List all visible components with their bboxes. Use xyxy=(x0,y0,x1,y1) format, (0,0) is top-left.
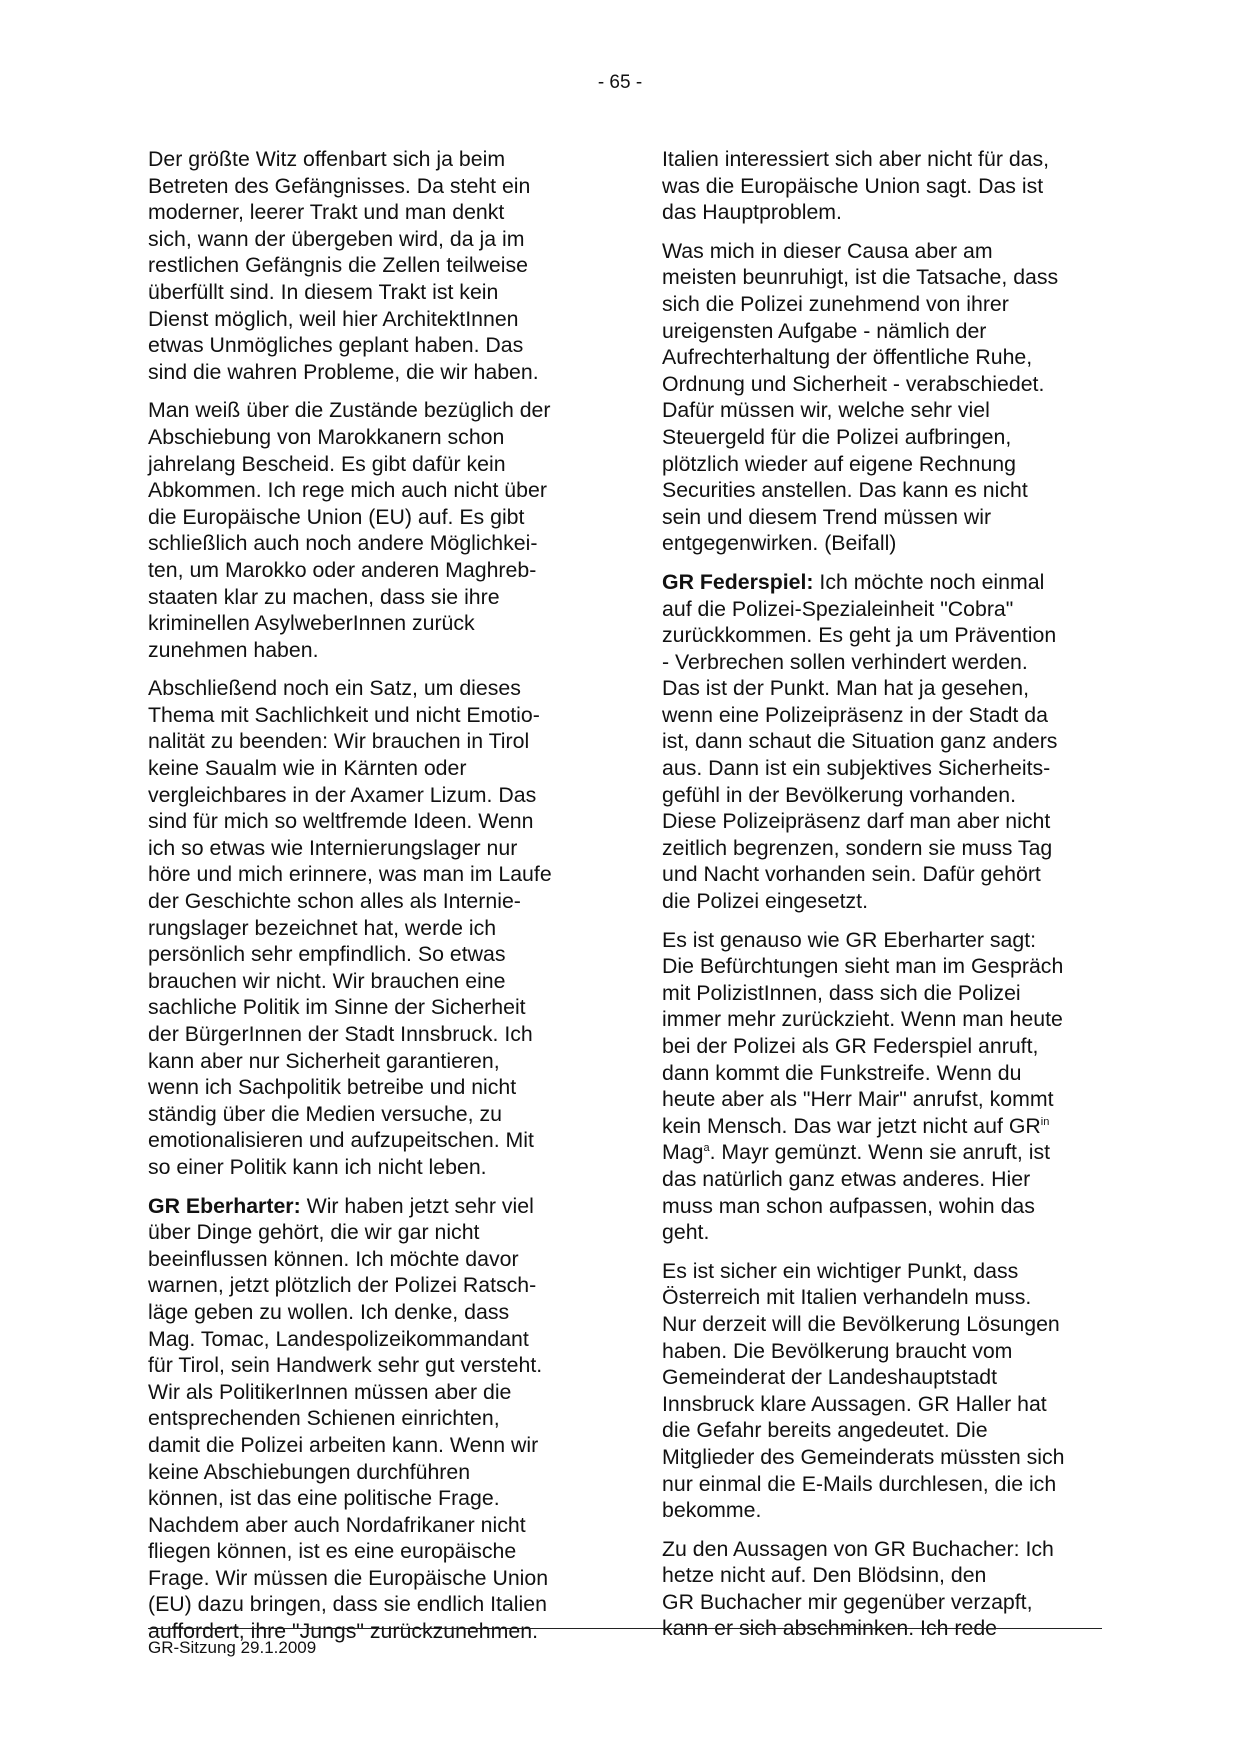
footer-text: GR-Sitzung 29.1.2009 xyxy=(148,1638,317,1657)
left-column xyxy=(148,146,598,1657)
page-number: - 65 - xyxy=(597,72,643,93)
paragraph-text: Mag xyxy=(662,1140,704,1165)
right-column xyxy=(662,146,1114,1654)
speaker-name: GR Federspiel: xyxy=(662,569,814,594)
paragraph: Italien interessiert sich aber nicht für das, was die Europäische Union sagt. Das ist das Hauptproblem. xyxy=(662,147,1050,225)
paragraph-text: Wir haben jetzt sehr viel über Dinge gehört, die wir gar nicht beeinflussen können. Ich möchte davor warnen, jetzt plötzlich der Polizei Ratsch- läge geben zu wollen. Ich denke, dass Mag. Tomac, Landespolizeikommandant für Tirol, sein Handwerk sehr gut versteht. Wir als PolitikerInnen müssen aber die entsprechenden Schienen einrichten, damit die Polizei arbeiten kann. Wenn wir keine Abschiebungen durchführen können, ist das eine politische Frage. Nachdem aber auch Nordafrikaner nicht fliegen können, ist es eine europäische Frage. Wir müssen die Europäische Union (EU) dazu bringen, dass sie endlich Italien auffordert, ihre "Jungs" zurückzunehmen. xyxy=(148,1193,549,1644)
paragraph xyxy=(662,569,1114,915)
paragraph xyxy=(148,1193,598,1645)
paragraph xyxy=(662,927,1114,1246)
paragraph-text: Ich möchte noch einmal auf die Polizei-Spezialeinheit "Cobra" zurückkommen. Es geht ja um Prävention - Verbrechen sollen verhindert werden. Das ist der Punkt. Man hat ja gesehen, wenn eine Polizeipräsenz in der Stadt da ist, dann schaut die Situation ganz anders aus. Dann ist ein subjektives Sicherheits- gefühl in der Bevölkerung vorhanden. Diese Polizeipräsenz darf man aber nicht zeitlich begrenzen, sondern sie muss Tag und Nacht vorhanden sein. Dafür gehört die Polizei eingesetzt. xyxy=(662,569,1058,914)
footer-divider xyxy=(148,1628,1102,1629)
paragraph: Es ist sicher ein wichtiger Punkt, dass Österreich mit Italien verhandeln muss. Nur derzeit will die Bevölkerung Lösungen haben. Die Bevölkerung braucht vom Gemeinderat der Landeshauptstadt Innsbruck klare Aussagen. GR Haller hat die Gefahr bereits angedeutet. Die Mitglieder des Gemeinderats müssten sich nur einmal die E-Mails durchlesen, die ich bekomme. xyxy=(662,1258,1065,1523)
paragraph: Der größte Witz offenbart sich ja beim Betreten des Gefängnisses. Da steht ein moderner, leerer Trakt und man denkt sich, wann der übergeben wird, da ja im restlichen Gefängnis die Zellen teilweise überfüllt sind. In diesem Trakt ist kein Dienst möglich, weil hier ArchitektInnen etwas Unmögliches geplant haben. Das sind die wahren Probleme, die wir haben. xyxy=(148,147,539,384)
superscript: in xyxy=(1040,1115,1050,1128)
paragraph: Zu den Aussagen von GR Buchacher: Ich hetze nicht auf. Den Blödsinn, den GR Buchacher mir gegenüber verzapft, kann er sich abschminken. Ich rede xyxy=(662,1536,1054,1641)
paragraph: Was mich in dieser Causa aber am meisten beunruhigt, ist die Tatsache, dass sich die Polizei zunehmend von ihrer ureigensten Aufgabe - nämlich der Aufrechterhaltung der öffentliche Ruhe, Ordnung und Sicherheit - verabschiedet. Dafür müssen wir, welche sehr viel Steuergeld für die Polizei aufbringen, plötzlich wieder auf eigene Rechnung Securities anstellen. Das kann es nicht sein und diesem Trend müssen wir entgegenwirken. (Beifall) xyxy=(662,238,1059,556)
paragraph: Abschließend noch ein Satz, um dieses Thema mit Sachlichkeit und nicht Emotio- nalität zu beenden: Wir brauchen in Tirol keine Saualm wie in Kärnten oder vergleichbares in der Axamer Lizum. Das sind für mich so weltfremde Ideen. Wenn ich so etwas wie Internierungslager nur höre und mich erinnere, was man im Laufe der Geschichte schon alles als Internie- rungslager bezeichnet hat, werde ich persönlich sehr empfindlich. So etwas brauchen wir nicht. Wir brauchen eine sachliche Politik im Sinne der Sicherheit der BürgerInnen der Stadt Innsbruck. Ich kann aber nur Sicherheit garantieren, wenn ich Sachpolitik betreibe und nicht ständig über die Medien versuche, zu emotionalisieren und aufzupeitschen. Mit so einer Politik kann ich nicht leben. xyxy=(148,676,552,1179)
paragraph: Man weiß über die Zustände bezüglich der Abschiebung von Marokkanern schon jahrelang Bescheid. Es gibt dafür kein Abkommen. Ich rege mich auch nicht über die Europäische Union (EU) auf. Es gibt schließlich auch noch andere Möglichkei- ten, um Marokko oder anderen Maghreb- staaten klar zu machen, dass sie ihre kriminellen AsylweberInnen zurück zunehmen haben. xyxy=(148,398,551,662)
paragraph-text: Es ist genauso wie GR Eberharter sagt: Die Befürchtungen sieht man im Gespräch mit PolizistInnen, dass sich die Polizei immer mehr zurückzieht. Wenn man heute bei der Polizei als GR Federspiel anruft, dann kommt die Funkstreife. Wenn du heute aber als "Herr Mair" anrufst, kommt kein Mensch. Das war jetzt nicht auf GR xyxy=(662,927,1064,1138)
speaker-name: GR Eberharter: xyxy=(148,1193,301,1218)
superscript: a xyxy=(703,1142,710,1155)
paragraph-text: . Mayr gemünzt. Wenn sie anruft, ist das natürlich ganz etwas anderes. Hier muss man schon aufpassen, wohin das geht. xyxy=(662,1140,1051,1245)
